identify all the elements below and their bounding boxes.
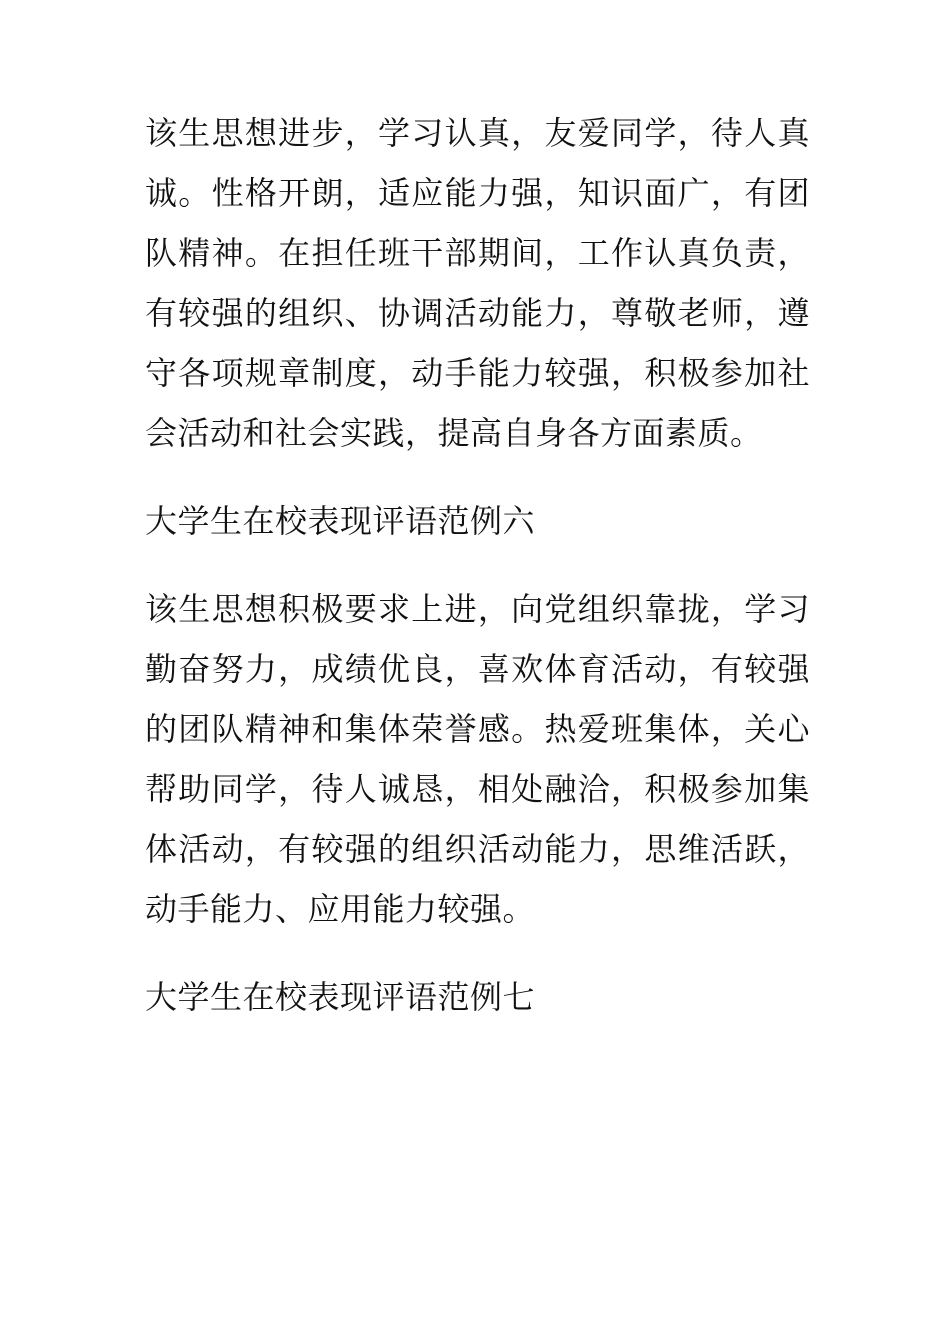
section-heading-example-6: 大学生在校表现评语范例六 bbox=[145, 502, 536, 540]
document-page bbox=[145, 103, 810, 1027]
evaluation-paragraph-1: 该生思想进步，学习认真，友爱同学，待人真诚。性格开朗，适应能力强，知识面广，有团队精神。在担任班干部期间，工作认真负责，有较强的组织、协调活动能力，尊敬老师，遵守各项规章制度，动手能力较强，积极参加社会活动和社会实践，提高自身各方面素质。 bbox=[145, 114, 810, 452]
paragraph-gap bbox=[145, 463, 810, 491]
paragraph-gap bbox=[145, 551, 810, 579]
paragraph-gap bbox=[145, 939, 810, 967]
evaluation-paragraph-2: 该生思想积极要求上进，向党组织靠拢，学习勤奋努力，成绩优良，喜欢体育活动，有较强的团队精神和集体荣誉感。热爱班集体，关心帮助同学，待人诚恳，相处融洽，积极参加集体活动，有较强的组织活动能力，思维活跃，动手能力、应用能力较强。 bbox=[145, 590, 810, 928]
section-heading-example-7: 大学生在校表现评语范例七 bbox=[145, 978, 536, 1016]
